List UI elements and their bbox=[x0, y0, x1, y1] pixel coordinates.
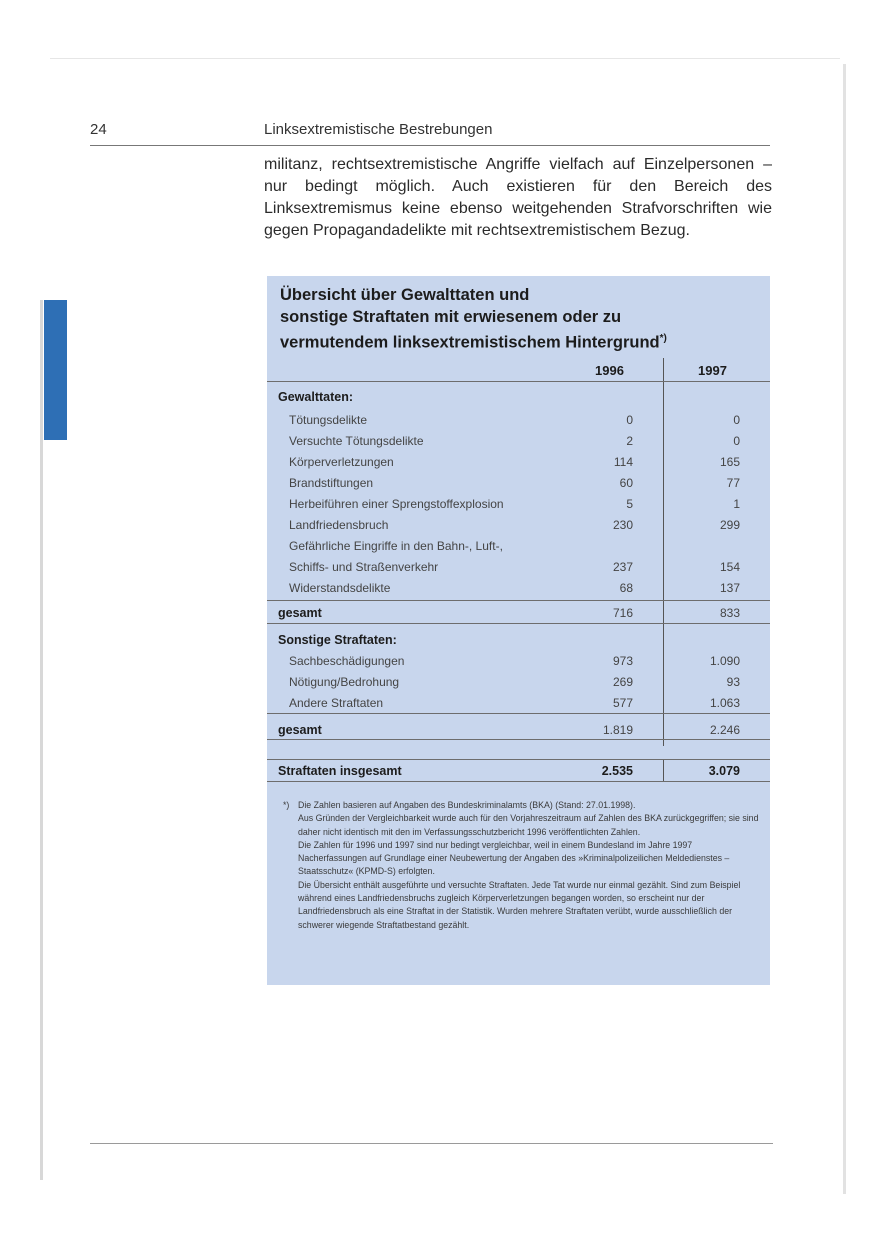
title-footnote-mark: *) bbox=[659, 333, 667, 344]
row-label: Gewalttaten: bbox=[278, 390, 354, 404]
value-1996: 230 bbox=[612, 518, 633, 532]
value-1997: 833 bbox=[719, 606, 740, 620]
value-1997: 137 bbox=[719, 581, 740, 595]
table-row bbox=[267, 672, 770, 693]
table-row bbox=[267, 651, 770, 672]
rule-before-total-1 bbox=[267, 600, 770, 601]
table-row bbox=[267, 473, 770, 494]
section-heading-row bbox=[267, 387, 770, 408]
footer-rule bbox=[90, 1143, 773, 1144]
row-label: Sachbeschädigungen bbox=[289, 654, 405, 668]
value-1996: 0 bbox=[626, 413, 633, 427]
value-1996: 973 bbox=[612, 654, 633, 668]
table-row bbox=[267, 536, 770, 557]
footnote bbox=[281, 799, 759, 932]
header-rule-table bbox=[267, 381, 770, 382]
value-1996: 577 bbox=[612, 696, 633, 710]
value-1997: 0 bbox=[733, 413, 740, 427]
value-1997: 3.079 bbox=[708, 764, 740, 778]
footnote-paragraph: Die Übersicht enthält ausgeführte und versuchte Straftaten. Jede Tat wurde nur einmal gezählt. Sind zum Beispiel während eines Landfriedensbruchs zugleich Körperverletzungen begangen worden, so erscheint nur der Landfriedensbruch als eine Straftat in der Statistik. Wurden mehrere Straftaten verübt, wurde ausschließlich der schwerer wiegende Straftatbestand gezählt. bbox=[298, 879, 741, 930]
page-number: 24 bbox=[90, 121, 107, 138]
grand-total-row bbox=[267, 761, 770, 782]
subtotal-row bbox=[267, 720, 770, 741]
row-label: gesamt bbox=[278, 606, 322, 620]
value-1996: 1.819 bbox=[602, 723, 633, 737]
page-edge-left bbox=[40, 300, 43, 1180]
chapter-tab-marker bbox=[44, 300, 67, 440]
page-edge-top bbox=[50, 58, 840, 59]
table-row bbox=[267, 578, 770, 599]
footnote-paragraph: Die Zahlen für 1996 und 1997 sind nur bedingt vergleichbar, weil in einem Bundesland im Jahre 1997 Nacherfassungen auf Grundlage einer Neubewertung der Angaben des »Kriminalpolizeilichen Meldedienstes – Staatsschutz« (KPMD-S) erfolgten. bbox=[298, 839, 730, 877]
value-1996: 68 bbox=[619, 581, 633, 595]
value-1996: 60 bbox=[619, 476, 633, 490]
value-1996: 237 bbox=[612, 560, 633, 574]
value-1997: 2.246 bbox=[709, 723, 740, 737]
value-1996: 114 bbox=[613, 455, 633, 469]
running-head: Linksextremistische Bestrebungen bbox=[264, 121, 493, 138]
value-1996: 2 bbox=[626, 434, 633, 448]
row-label: Körperverletzungen bbox=[289, 455, 394, 469]
header-rule bbox=[90, 145, 770, 146]
row-label: Versuchte Tötungsdelikte bbox=[289, 434, 424, 448]
row-label: Straftaten insgesamt bbox=[278, 764, 402, 778]
row-label: Nötigung/Bedrohung bbox=[289, 675, 400, 689]
statistics-box bbox=[267, 276, 770, 985]
row-label: Tötungsdelikte bbox=[289, 413, 368, 427]
footnote-paragraph: Die Zahlen basieren auf Angaben des Bundeskriminalamts (BKA) (Stand: 27.01.1998). bbox=[298, 800, 636, 810]
rule-before-grand bbox=[267, 759, 770, 760]
row-label: Schiffs- und Straßenverkehr bbox=[289, 560, 439, 574]
footnote-paragraph: Aus Gründen der Vergleichbarkeit wurde auch für den Vorjahreszeitraum auf Zahlen des BKA zurückgegriffen; sie sind daher nicht identisch mit den im Verfassungsschutzbericht 1996 veröffentlichten Zahlen. bbox=[298, 813, 759, 837]
value-1997: 1 bbox=[733, 497, 740, 511]
section-heading-row bbox=[267, 630, 770, 651]
value-1997: 165 bbox=[719, 455, 740, 469]
table-row bbox=[267, 494, 770, 515]
value-1996: 269 bbox=[612, 675, 633, 689]
value-1997: 93 bbox=[726, 675, 740, 689]
row-label: Gefährliche Eingriffe in den Bahn-, Luft-, bbox=[289, 539, 503, 553]
table-row bbox=[267, 452, 770, 473]
row-label: Sonstige Straftaten: bbox=[278, 633, 397, 647]
column-header-1997: 1997 bbox=[698, 363, 727, 378]
box-title-line bbox=[280, 328, 750, 354]
body-paragraph: militanz, rechtsextremistische Angriffe vielfach auf Einzelpersonen – nur bedingt möglich. Auch existieren für den Bereich des Linksextremismus keine ebenso weitgehenden Strafvorschriften wie gegen Propagandadelikte mit rechtsextremistischem Bezug. bbox=[264, 156, 772, 239]
value-1997: 77 bbox=[726, 476, 740, 490]
value-1996: 2.535 bbox=[601, 764, 633, 778]
row-label: Herbeiführen einer Sprengstoffexplosion bbox=[289, 497, 504, 511]
subtotal-row bbox=[267, 603, 770, 624]
row-label: Brandstiftungen bbox=[289, 476, 374, 490]
page-edge-right bbox=[843, 64, 846, 1194]
row-label: gesamt bbox=[278, 723, 322, 737]
table-row bbox=[267, 410, 770, 431]
row-label: Widerstandsdelikte bbox=[289, 581, 391, 595]
value-1996: 716 bbox=[612, 606, 633, 620]
column-header-1996: 1996 bbox=[595, 363, 624, 378]
table-row bbox=[267, 515, 770, 536]
box-title-line: Übersicht über Gewalttaten und bbox=[280, 286, 530, 304]
row-label: Andere Straftaten bbox=[289, 696, 384, 710]
value-1997: 154 bbox=[719, 560, 740, 574]
value-1997: 1.063 bbox=[709, 696, 740, 710]
value-1997: 0 bbox=[733, 434, 740, 448]
row-label: Landfriedensbruch bbox=[289, 518, 389, 532]
footnote-mark: *) bbox=[283, 800, 290, 810]
box-title-line: sonstige Straftaten mit erwiesenem oder zu bbox=[280, 307, 622, 326]
value-1997: 1.090 bbox=[709, 654, 740, 668]
table-row bbox=[267, 557, 770, 578]
box-title bbox=[280, 285, 750, 354]
table-row bbox=[267, 431, 770, 452]
value-1996: 5 bbox=[626, 497, 633, 511]
table-row bbox=[267, 693, 770, 714]
value-1997: 299 bbox=[719, 518, 740, 532]
box-title-line-text: vermutendem linksextremistischem Hintergrund bbox=[280, 333, 660, 352]
